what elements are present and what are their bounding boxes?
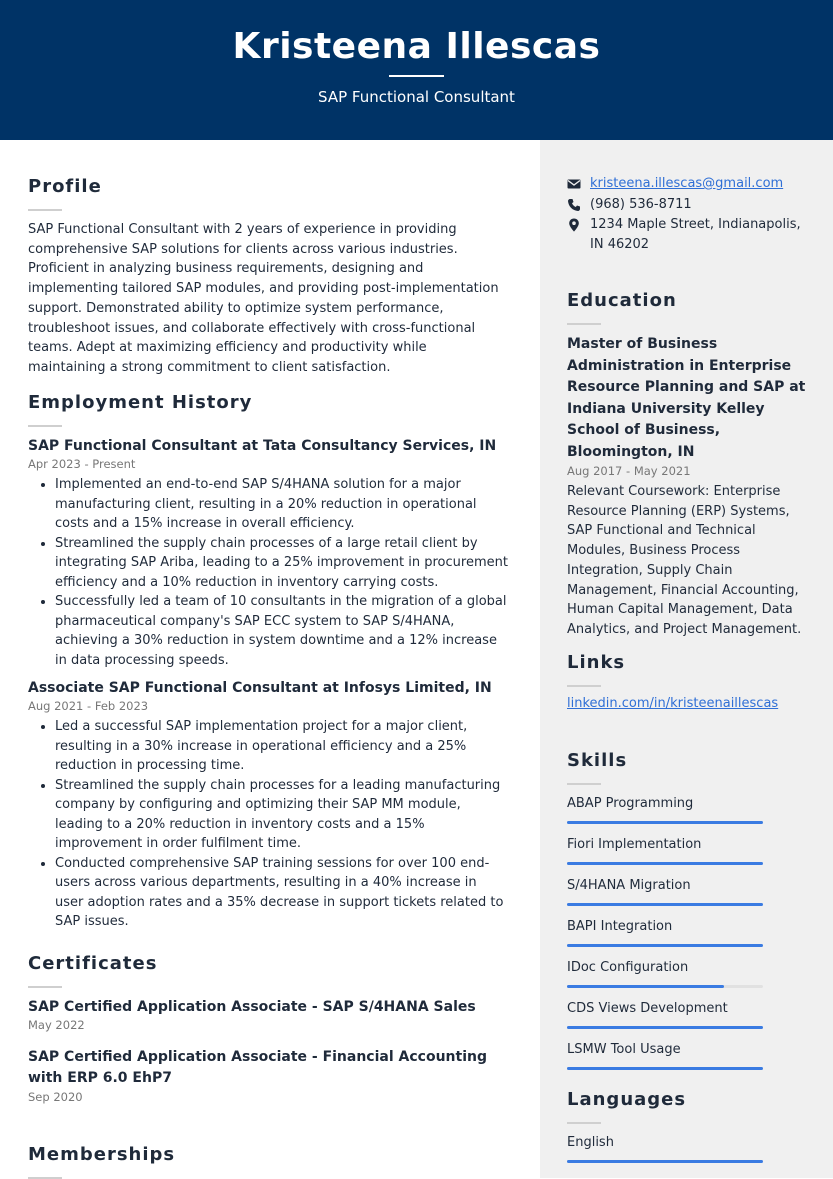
job-bullet: • Conducted comprehensive SAP training sessions for over 100 end-users across various departments, resulting in a 40% increase in user adoption rates and a 35% decrease in support tickets related to SAP issues. [55,854,508,932]
email-link[interactable]: kristeena.illescas@gmail.com [590,176,784,191]
skill-item [567,795,812,824]
skill-level-fill [567,903,763,906]
linkedin-link[interactable]: linkedin.com/in/kristeenaillescas [567,696,779,711]
skills-divider [567,783,601,785]
skill-level-bar [567,862,763,865]
profile-divider [28,209,62,211]
skill-level-fill [567,1067,763,1070]
skill-level-fill [567,821,763,824]
job-date: Aug 2021 - Feb 2023 [28,699,149,713]
profile-text: SAP Functional Consultant with 2 years of experience in providing comprehensive SAP solutions for clients across various industries. Proficient in analyzing business requirements, designing and implementing tailored SAP modules, and providing post-implementation support. Demonstrated ability to optimize system performance, troubleshoot issues, and collaborate effectively with cross-functional teams. Adept at maximizing efficiency and productivity while maintaining a strong commitment to client satisfaction. [28,222,499,375]
candidate-name: Kristeena Illescas [232,26,601,67]
links-divider [567,685,601,687]
job-bullet: • Streamlined the supply chain processes of a large retail client by integrating SAP Ariba, leading to a 25% improvement in procurement efficiency and a 10% reduction in inventory carrying costs. [55,534,508,593]
map-pin-icon [567,218,581,232]
job-bullet: • Streamlined the supply chain processes for a leading manufacturing company by configuring and optimizing their SAP MM module, leading to a 20% reduction in inventory costs and a 15% improvement in order fulfilment time. [55,776,508,854]
certificate-title: SAP Certified Application Associate - Financial Accounting with ERP 6.0 EhP7 [28,1049,487,1086]
phone-icon [567,198,581,212]
skill-name: BAPI Integration [567,919,673,934]
job-bullet: • Implemented an end-to-end SAP S/4HANA solution for a major manufacturing client, resulting in a 20% reduction in operational costs and a 15% increase in overall efficiency. [55,475,508,534]
languages-divider [567,1122,601,1124]
certificate-entry [28,1047,508,1106]
skill-level-bar [567,1067,763,1070]
certificates-heading: Certificates [28,953,158,974]
skill-level-bar [567,1026,763,1029]
skill-name: ABAP Programming [567,796,694,811]
skill-level-fill [567,862,763,865]
skill-name: IDoc Configuration [567,960,689,975]
header-divider [389,75,444,77]
candidate-title: SAP Functional Consultant [318,88,515,106]
skill-level-fill [567,985,724,988]
certificates-divider [28,986,62,988]
languages-list [567,1134,812,1163]
skill-name: S/4HANA Migration [567,878,691,893]
memberships-section [28,1144,508,1179]
employment-heading: Employment History [28,392,253,413]
certificate-date: May 2022 [28,1018,85,1032]
contact-email [567,174,812,194]
languages-section [567,1089,812,1175]
skills-section [567,750,812,1082]
employment-section [28,392,508,932]
language-name: English [567,1135,614,1150]
skill-name: Fiori Implementation [567,837,702,852]
skill-item [567,836,812,865]
envelope-icon [567,177,581,191]
skill-item [567,1000,812,1029]
skill-level-fill [567,1026,763,1029]
language-item [567,1134,812,1163]
address-text: 1234 Maple Street, Indianapolis, IN 46202 [590,217,801,252]
job-entry [28,678,508,932]
skill-level-bar [567,985,763,988]
memberships-heading: Memberships [28,1144,176,1165]
certificate-title: SAP Certified Application Associate - SAP S/4HANA Sales [28,999,476,1015]
skill-level-bar [567,821,763,824]
job-bullet: • Led a successful SAP implementation project for a major client, resulting in a 30% increase in operational efficiency and a 25% reduction in processing time. [55,717,508,776]
skills-list [567,795,812,1070]
skill-item [567,959,812,988]
certificate-date: Sep 2020 [28,1090,83,1104]
sidebar [540,140,833,1178]
contact-block [567,174,812,255]
skill-item [567,1041,812,1070]
languages-heading: Languages [567,1089,687,1110]
contact-address [567,215,812,254]
language-level-fill [567,1160,763,1163]
link-item [567,696,812,711]
certificate-entry [28,997,508,1034]
job-title: SAP Functional Consultant at Tata Consultancy Services, IN [28,438,497,454]
phone-number: (968) 536-8711 [590,196,692,212]
skill-level-fill [567,944,763,947]
job-date: Apr 2023 - Present [28,457,136,471]
language-level-bar [567,1160,763,1163]
skill-name: CDS Views Development [567,1001,728,1016]
contact-phone [567,195,812,215]
job-entry [28,436,508,670]
job-bullets [28,717,508,932]
skills-heading: Skills [567,750,628,771]
education-section [567,290,812,640]
coursework-text: Relevant Coursework: Enterprise Resource Planning (ERP) Systems, SAP Functional and Technical Modules, Business Process Integration, Supply Chain Management, Financial Accounting, Human Capital Management, Data Analytics, and Project Management. [567,484,802,637]
employment-divider [28,425,62,427]
profile-section [28,176,508,378]
education-divider [567,323,601,325]
job-bullets [28,475,508,670]
links-heading: Links [567,652,626,673]
skill-level-bar [567,944,763,947]
skill-item [567,918,812,947]
degree-title: Master of Business Administration in Enterprise Resource Planning and SAP at Indiana University Kelley School of Business, Bloomington, IN [567,336,806,460]
links-section [567,652,812,711]
profile-heading: Profile [28,176,102,197]
skill-level-bar [567,903,763,906]
skill-item [567,877,812,906]
certificates-section [28,953,508,1106]
resume-header [0,0,833,140]
skill-name: LSMW Tool Usage [567,1042,681,1057]
job-bullet: • Successfully led a team of 10 consultants in the migration of a global pharmaceutical company's SAP ECC system to SAP S/4HANA, achieving a 30% reduction in system downtime and a 12% increase in data processing speeds. [55,592,508,670]
job-title: Associate SAP Functional Consultant at Infosys Limited, IN [28,680,492,696]
education-heading: Education [567,290,677,311]
education-date: Aug 2017 - May 2021 [567,464,691,478]
